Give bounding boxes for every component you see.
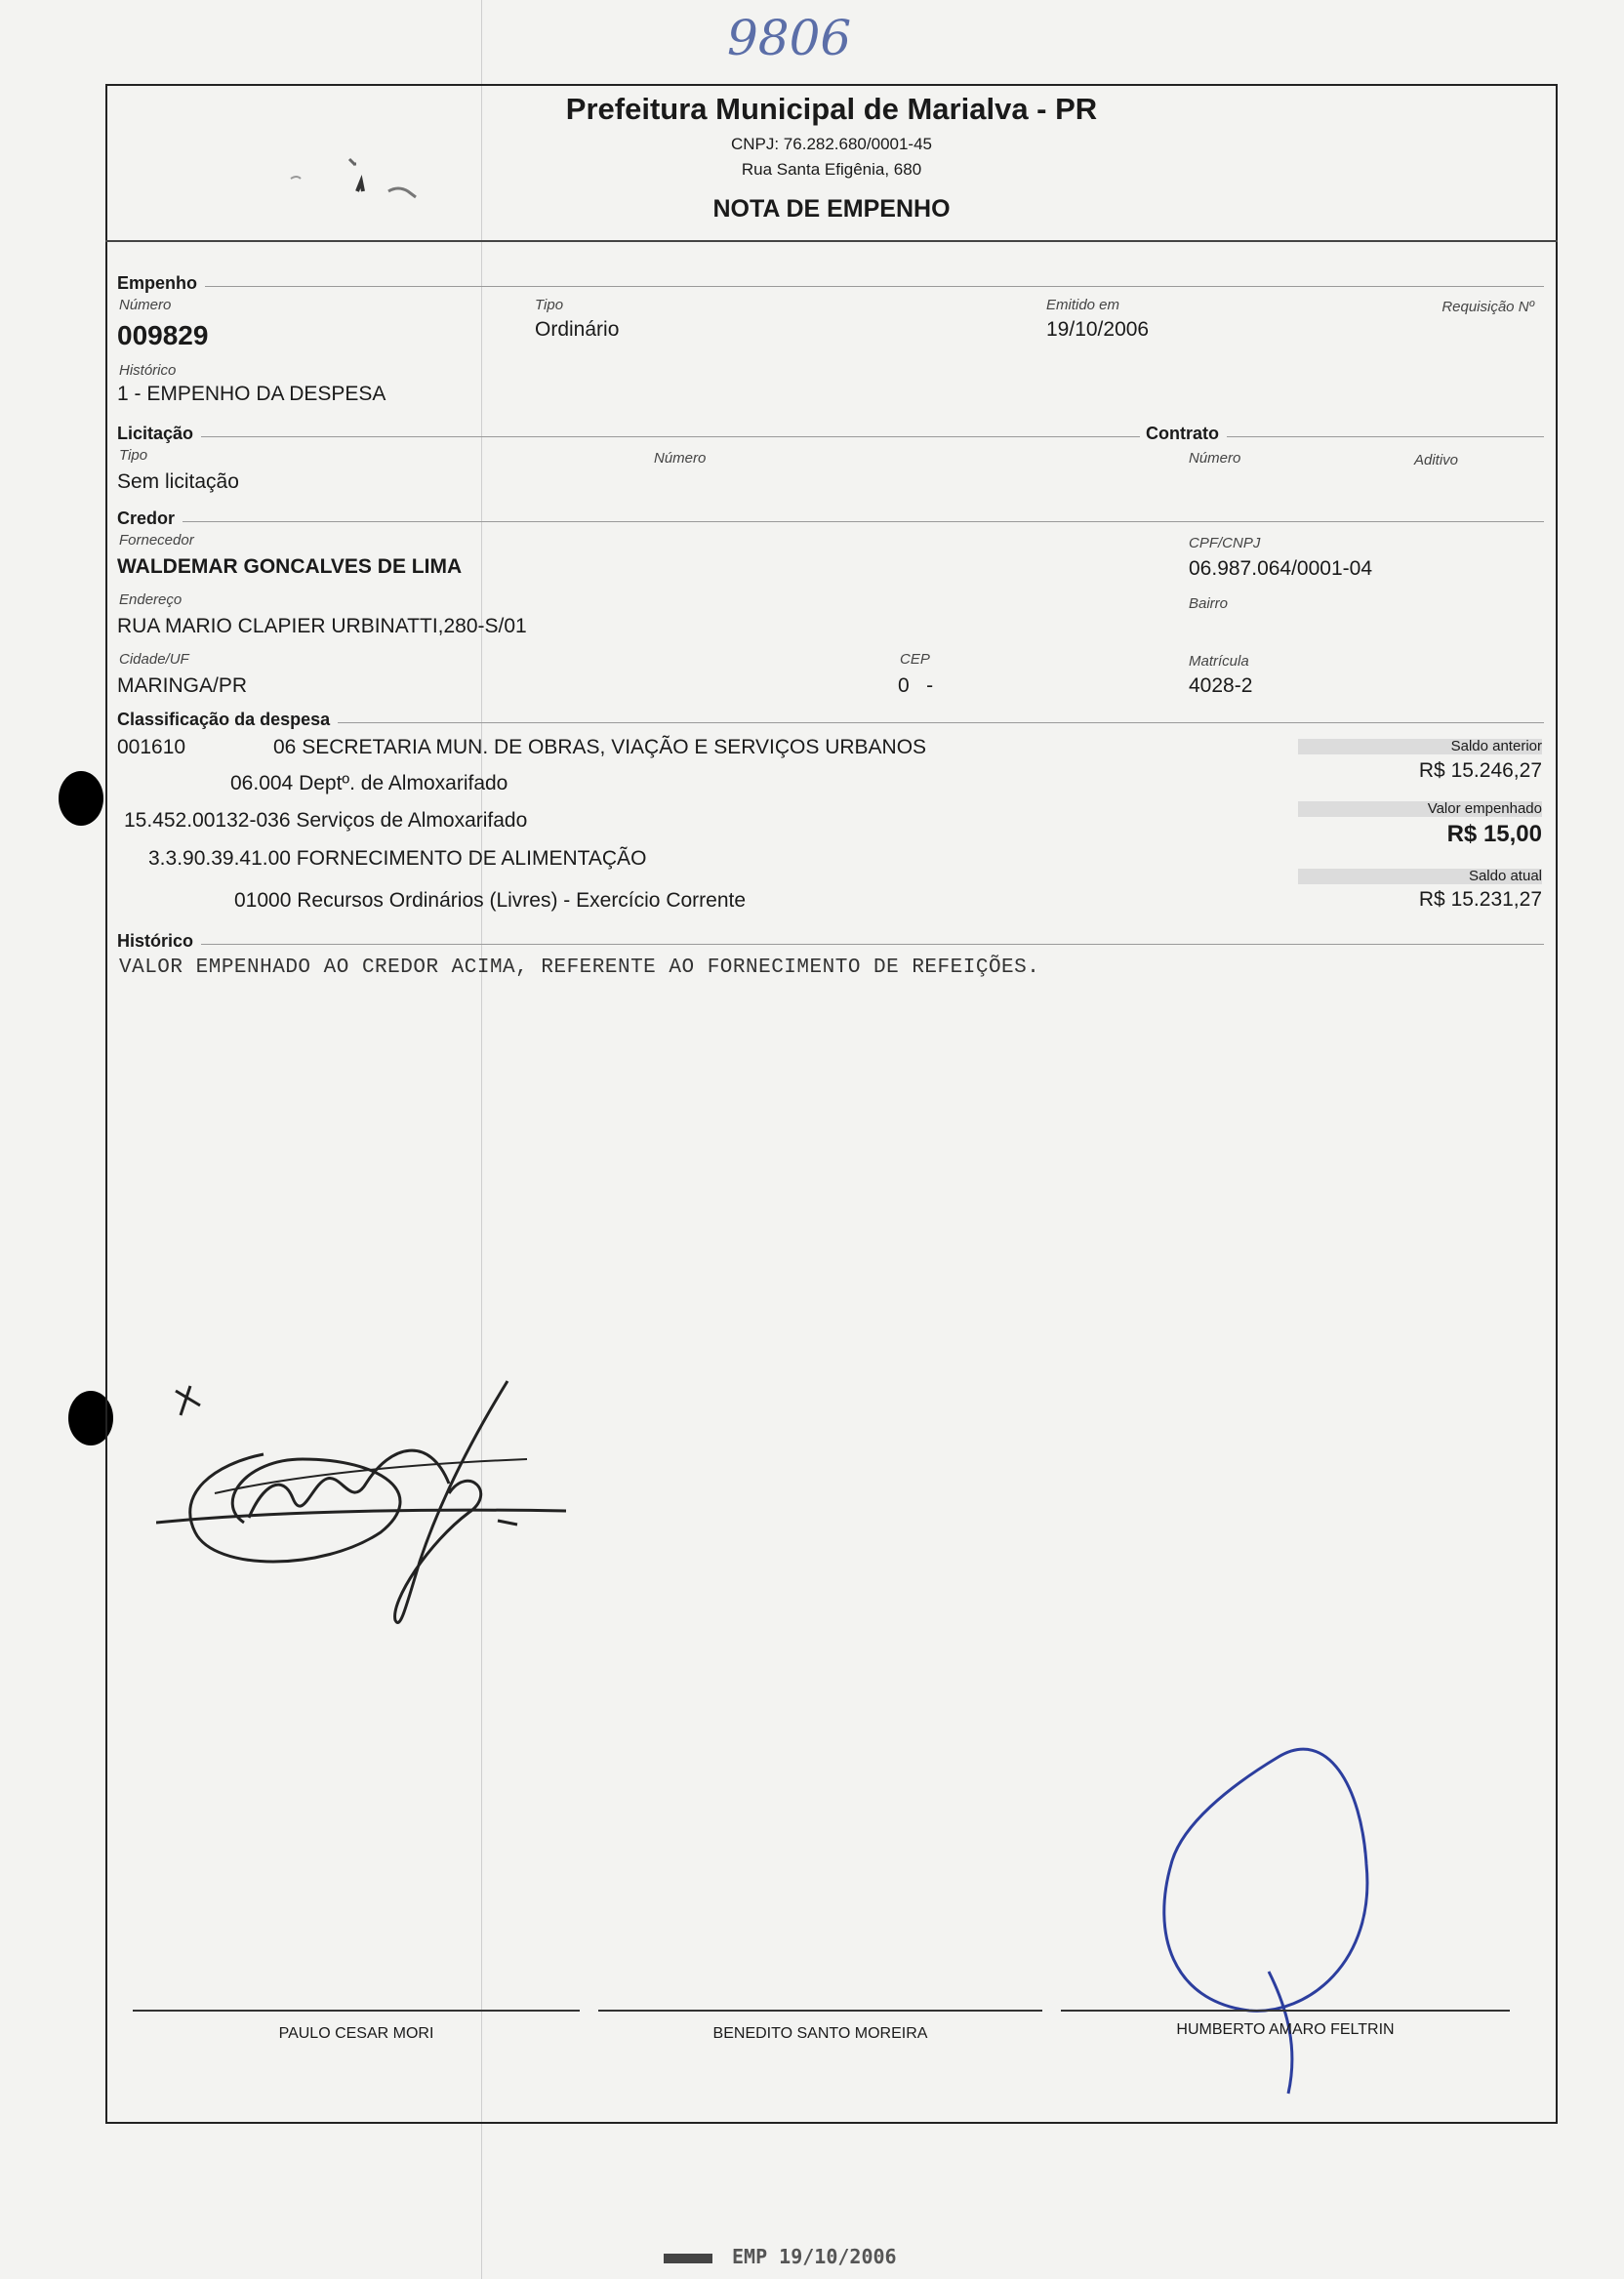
credor-section-line — [117, 521, 1544, 522]
contrato-numero-label: Número — [1189, 450, 1241, 467]
cpf-value: 06.987.064/0001-04 — [1189, 557, 1373, 580]
classificacao-orgao: 06 SECRETARIA MUN. DE OBRAS, VIAÇÃO E SERVIÇOS URBANOS — [273, 736, 927, 758]
header-separator — [105, 240, 1558, 242]
stamp-text: EMP 19/10/2006 — [732, 2245, 897, 2268]
historico-section-line — [117, 944, 1544, 945]
saldo-anterior-label: Saldo anterior — [1450, 738, 1542, 754]
contrato-section-title: Contrato — [1140, 424, 1227, 444]
empenho-section-line — [117, 286, 1544, 287]
licitacao-tipo-label: Tipo — [119, 447, 148, 464]
emitido-value: 19/10/2006 — [1046, 318, 1150, 341]
bairro-label: Bairro — [1189, 595, 1229, 612]
historico-section-title: Histórico — [117, 931, 201, 952]
numero-label: Número — [119, 297, 172, 313]
municipality-title: Prefeitura Municipal de Marialva - PR — [565, 92, 1098, 126]
licitacao-tipo-value: Sem licitação — [117, 470, 239, 493]
classificacao-recurso: 01000 Recursos Ordinários (Livres) - Exercício Corrente — [234, 889, 747, 912]
signature-name-3: HUMBERTO AMARO FELTRIN — [1176, 2021, 1395, 2038]
blue-signature-mark — [1142, 1728, 1386, 2098]
historico-label-empenho: Histórico — [119, 362, 177, 379]
cidade-value: MARINGA/PR — [117, 674, 248, 697]
saldo-anterior-value: R$ 15.246,27 — [1418, 759, 1542, 782]
saldo-atual-value: R$ 15.231,27 — [1418, 888, 1542, 911]
fornecedor-label: Fornecedor — [119, 532, 194, 549]
aditivo-label: Aditivo — [1414, 452, 1459, 468]
bottom-stamp — [664, 2245, 897, 2268]
saldo-atual-label: Saldo atual — [1468, 868, 1542, 884]
classificacao-programa: 15.452.00132-036 Serviços de Almoxarifado — [124, 809, 528, 832]
empenho-section-title: Empenho — [117, 273, 205, 294]
handwritten-signature — [156, 1366, 644, 1640]
empenho-number: 009829 — [117, 320, 209, 350]
matricula-label: Matrícula — [1189, 653, 1249, 670]
fornecedor-value: WALDEMAR GONCALVES DE LIMA — [117, 555, 463, 578]
emitido-label: Emitido em — [1046, 297, 1120, 313]
signature-line-1 — [133, 2010, 580, 2012]
endereco-label: Endereço — [119, 591, 183, 608]
classificacao-unidade: 06.004 Deptº. de Almoxarifado — [230, 772, 508, 794]
cnpj-text: CNPJ: 76.282.680/0001-45 — [730, 135, 933, 153]
historico-text: VALOR EMPENHADO AO CREDOR ACIMA, REFERENTE AO FORNECIMENTO DE REFEIÇÕES. — [119, 956, 1040, 979]
document-title: NOTA DE EMPENHO — [712, 195, 951, 223]
endereco-value: RUA MARIO CLAPIER URBINATTI,280-S/01 — [117, 615, 527, 637]
tipo-value: Ordinário — [535, 318, 620, 341]
dotacao-code: 001610 — [117, 736, 186, 758]
credor-section-title: Credor — [117, 509, 183, 529]
signature-name-1: PAULO CESAR MORI — [278, 2025, 434, 2042]
classificacao-section-title: Classificação da despesa — [117, 710, 338, 730]
tipo-label: Tipo — [535, 297, 564, 313]
matricula-value: 4028-2 — [1189, 674, 1253, 697]
header — [105, 86, 1558, 238]
cep-value: 0 - — [898, 674, 934, 697]
requisicao-label: Requisição Nº — [1441, 299, 1534, 315]
licitacao-numero-label: Número — [654, 450, 707, 467]
cidade-label: Cidade/UF — [119, 651, 189, 668]
signature-line-2 — [598, 2010, 1042, 2012]
empenho-historico-value: 1 - EMPENHO DA DESPESA — [117, 383, 386, 405]
valor-empenhado-label: Valor empenhado — [1427, 800, 1542, 817]
classificacao-elemento: 3.3.90.39.41.00 FORNECIMENTO DE ALIMENTAÇÃO — [148, 847, 647, 870]
licitacao-section-line — [117, 436, 1544, 437]
signature-name-2: BENEDITO SANTO MOREIRA — [712, 2025, 928, 2042]
signature-line-3 — [1061, 2010, 1510, 2012]
address-text: Rua Santa Efigênia, 680 — [741, 160, 922, 179]
cep-label: CEP — [900, 651, 930, 668]
cpf-label: CPF/CNPJ — [1189, 535, 1261, 551]
valor-empenhado-value: R$ 15,00 — [1446, 821, 1542, 847]
punch-hole-top — [59, 771, 103, 826]
licitacao-section-title: Licitação — [117, 424, 201, 444]
stamp-mark-icon — [664, 2254, 712, 2263]
handwritten-number: 9806 — [727, 10, 852, 66]
